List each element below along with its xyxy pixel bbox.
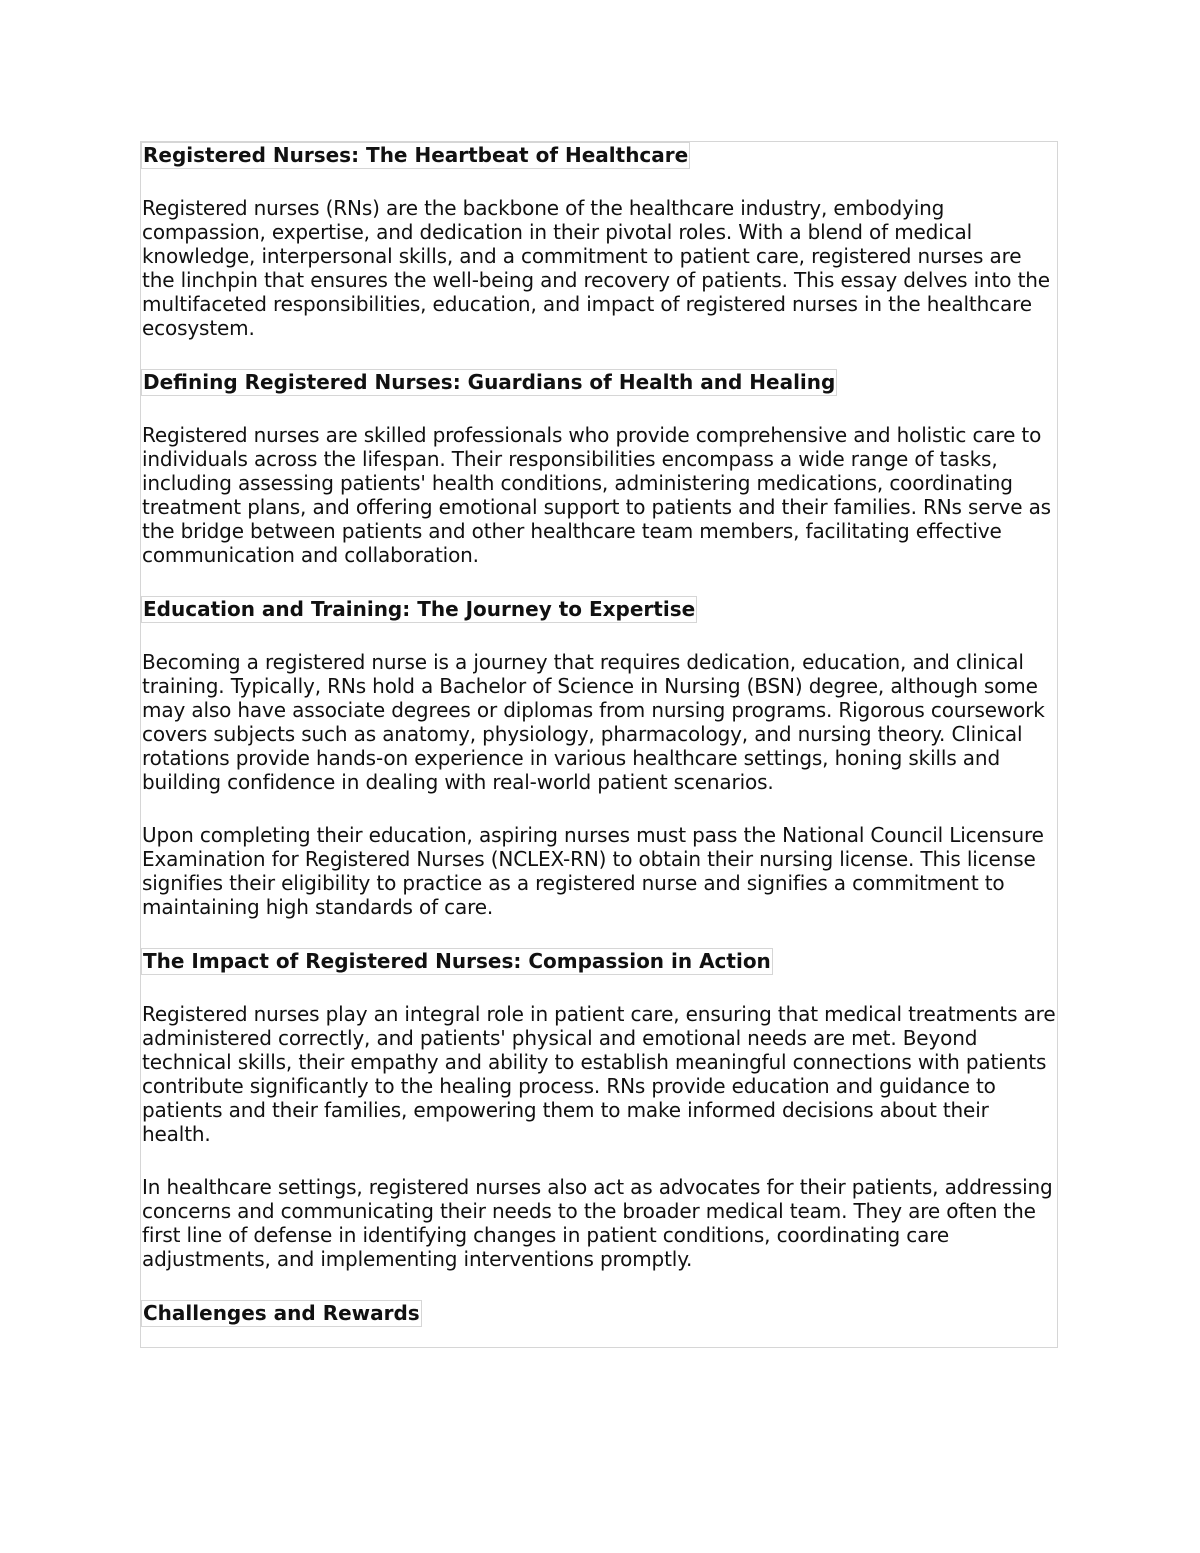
section-heading-block — [142, 596, 1058, 623]
section-heading-block — [142, 142, 1058, 169]
section-heading: The Impact of Registered Nurses: Compassion in Action — [143, 949, 771, 973]
section-heading-block — [142, 948, 1058, 975]
paragraph: Registered nurses (RNs) are the backbone of the healthcare industry, embodying compassion, expertise, and dedication in their pivotal roles. With a blend of medical knowledge, interpersonal skills, and a commitment to patient care, registered nurses are the linchpin that ensures the well-being and recovery of patients. This essay delves into the multifaceted responsibilities, education, and impact of registered nurses in the healthcare ecosystem. — [142, 196, 1050, 340]
section-heading-block — [142, 1300, 1058, 1327]
section-heading-block — [142, 369, 1058, 396]
section-heading: Defining Registered Nurses: Guardians of Health and Healing — [143, 370, 836, 394]
section-heading: Registered Nurses: The Heartbeat of Healthcare — [143, 143, 689, 167]
paragraph: Becoming a registered nurse is a journey that requires dedication, education, and clinical training. Typically, RNs hold a Bachelor of Science in Nursing (BSN) degree, although some may also have associate degrees or diplomas from nursing programs. Rigorous coursework covers subjects such as anatomy, physiology, pharmacology, and nursing theory. Clinical rotations provide hands-on experience in various healthcare settings, honing skills and building confidence in dealing with real-world patient scenarios. — [142, 650, 1045, 794]
document-content — [142, 142, 1058, 1327]
section-heading: Education and Training: The Journey to Expertise — [143, 597, 696, 621]
paragraph: Registered nurses play an integral role in patient care, ensuring that medical treatments are administered correctly, and patients' physical and emotional needs are met. Beyond technical skills, their empathy and ability to establish meaningful connections with patients contribute significantly to the healing process. RNs provide education and guidance to patients and their families, empowering them to make informed decisions about their health. — [142, 1002, 1056, 1146]
section-heading: Challenges and Rewards — [143, 1301, 420, 1325]
document-page — [140, 141, 1058, 1348]
paragraph: In healthcare settings, registered nurses also act as advocates for their patients, addressing concerns and communicating their needs to the broader medical team. They are often the first line of defense in identifying changes in patient conditions, coordinating care adjustments, and implementing interventions promptly. — [142, 1175, 1053, 1271]
paragraph: Upon completing their education, aspiring nurses must pass the National Council Licensure Examination for Registered Nurses (NCLEX-RN) to obtain their nursing license. This license signifies their eligibility to practice as a registered nurse and signifies a commitment to maintaining high standards of care. — [142, 823, 1044, 919]
paragraph: Registered nurses are skilled professionals who provide comprehensive and holistic care to individuals across the lifespan. Their responsibilities encompass a wide range of tasks, including assessing patients' health conditions, administering medications, coordinating treatment plans, and offering emotional support to patients and their families. RNs serve as the bridge between patients and other healthcare team members, facilitating effective communication and collaboration. — [142, 423, 1051, 567]
